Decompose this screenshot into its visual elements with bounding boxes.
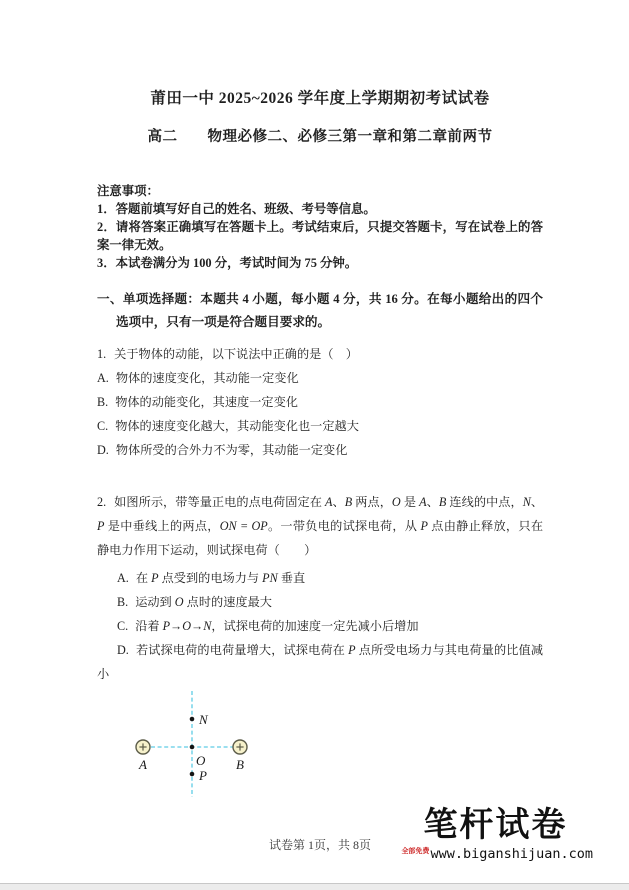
- option-text: 若试探电荷的电荷量增大，试探电荷在 P 点所受电场力与其电荷量的比值减小: [97, 643, 544, 681]
- exam-subtitle: 高二 物理必修二、必修三第一章和第二章前两节: [147, 129, 493, 145]
- question-1: [97, 342, 543, 462]
- question-1-number: 1.: [97, 347, 107, 361]
- option-label: D.: [117, 643, 129, 657]
- option-text: 物体的速度变化，其动能一定变化: [115, 371, 299, 385]
- positive-charge-a-icon: [136, 740, 150, 754]
- question-1-option-d: [97, 438, 543, 462]
- watermark-url: www.biganshijuan.com: [430, 846, 593, 862]
- page-number-info: 试卷第 1页，共 8页: [268, 838, 371, 852]
- option-label: C.: [97, 419, 109, 433]
- question-2-option-d: [97, 638, 543, 686]
- section-heading: 一、单项选择题：本题共 4 小题，每小题 4 分，共 16 分。在每小题给出的四个选项中，只有一项是符合题目要求的。: [97, 292, 543, 329]
- option-text: 沿着 P→O→N，试探电荷的加速度一定先减小后增加: [135, 619, 419, 633]
- site-watermark: [401, 808, 593, 862]
- label-n: N: [199, 712, 208, 727]
- notice-item-3: 3．本试卷满分为 100 分，考试时间为 75 分钟。: [97, 256, 358, 270]
- watermark-brand: 笔杆试卷: [423, 807, 568, 844]
- question-2-number: 2.: [97, 495, 107, 509]
- option-label: B.: [97, 395, 109, 409]
- question-2-option-c: [97, 614, 543, 638]
- option-label: C.: [117, 619, 129, 633]
- question-2-option-a: [97, 566, 543, 590]
- page-content: [0, 86, 629, 853]
- point-o-dot: [190, 745, 195, 750]
- question-2-option-b: [97, 590, 543, 614]
- point-n-dot: [190, 717, 195, 722]
- notice-item-2: 2．请将答案正确填写在答题卡上。考试结束后，只提交答题卡，写在试卷上的答案一律无效。: [97, 220, 543, 252]
- watermark-free-label: 全部免费: [401, 847, 430, 855]
- question-2-stem-text: 如图所示，带等量正电的点电荷固定在 A、B 两点，O 是 A、B 连线的中点，N、P 是中垂线上的两点，ON = OP。一带负电的试探电荷，从 P 点由静止释放，只在静电力作用下运动，则试探电荷（ ）: [97, 495, 544, 557]
- question-1-option-b: [97, 390, 543, 414]
- label-a: A: [139, 757, 147, 772]
- notice-item-1: 1．答题前填写好自己的姓名、班级、考号等信息。: [97, 202, 376, 216]
- charge-diagram: [112, 688, 272, 804]
- option-text: 物体的速度变化越大，其动能变化也一定越大: [115, 419, 359, 433]
- notice-section: [97, 182, 543, 272]
- notice-heading: 注意事项：: [97, 184, 159, 198]
- option-text: 运动到 O 点时的速度最大: [135, 595, 272, 609]
- label-o: O: [196, 753, 206, 768]
- question-1-stem: [97, 342, 543, 366]
- question-2: [97, 490, 543, 686]
- question-1-stem-text: 关于物体的动能，以下说法中正确的是（ ）: [114, 347, 358, 361]
- option-label: A.: [97, 371, 109, 385]
- option-label: B.: [117, 595, 129, 609]
- page-bottom-divider: [0, 883, 629, 890]
- label-b: B: [236, 757, 244, 772]
- option-label: D.: [97, 443, 109, 457]
- positive-charge-b-icon: [233, 740, 247, 754]
- option-text: 物体所受的合外力不为零，其动能一定变化: [115, 443, 348, 457]
- question-1-options: [97, 366, 543, 462]
- watermark-url-line: [401, 844, 593, 862]
- question-2-figure: [112, 688, 272, 804]
- point-p-dot: [190, 772, 195, 777]
- question-1-option-c: [97, 414, 543, 438]
- question-1-option-a: [97, 366, 543, 390]
- label-p: P: [199, 768, 207, 783]
- option-label: A.: [117, 571, 129, 585]
- option-text: 在 P 点受到的电场力与 PN 垂直: [135, 571, 306, 585]
- question-2-options: [97, 566, 543, 686]
- question-2-stem: [97, 490, 543, 562]
- page-title: 莆田一中 2025~2026 学年度上学期期初考试试卷: [150, 90, 490, 107]
- option-text: 物体的动能变化，其速度一定变化: [115, 395, 298, 409]
